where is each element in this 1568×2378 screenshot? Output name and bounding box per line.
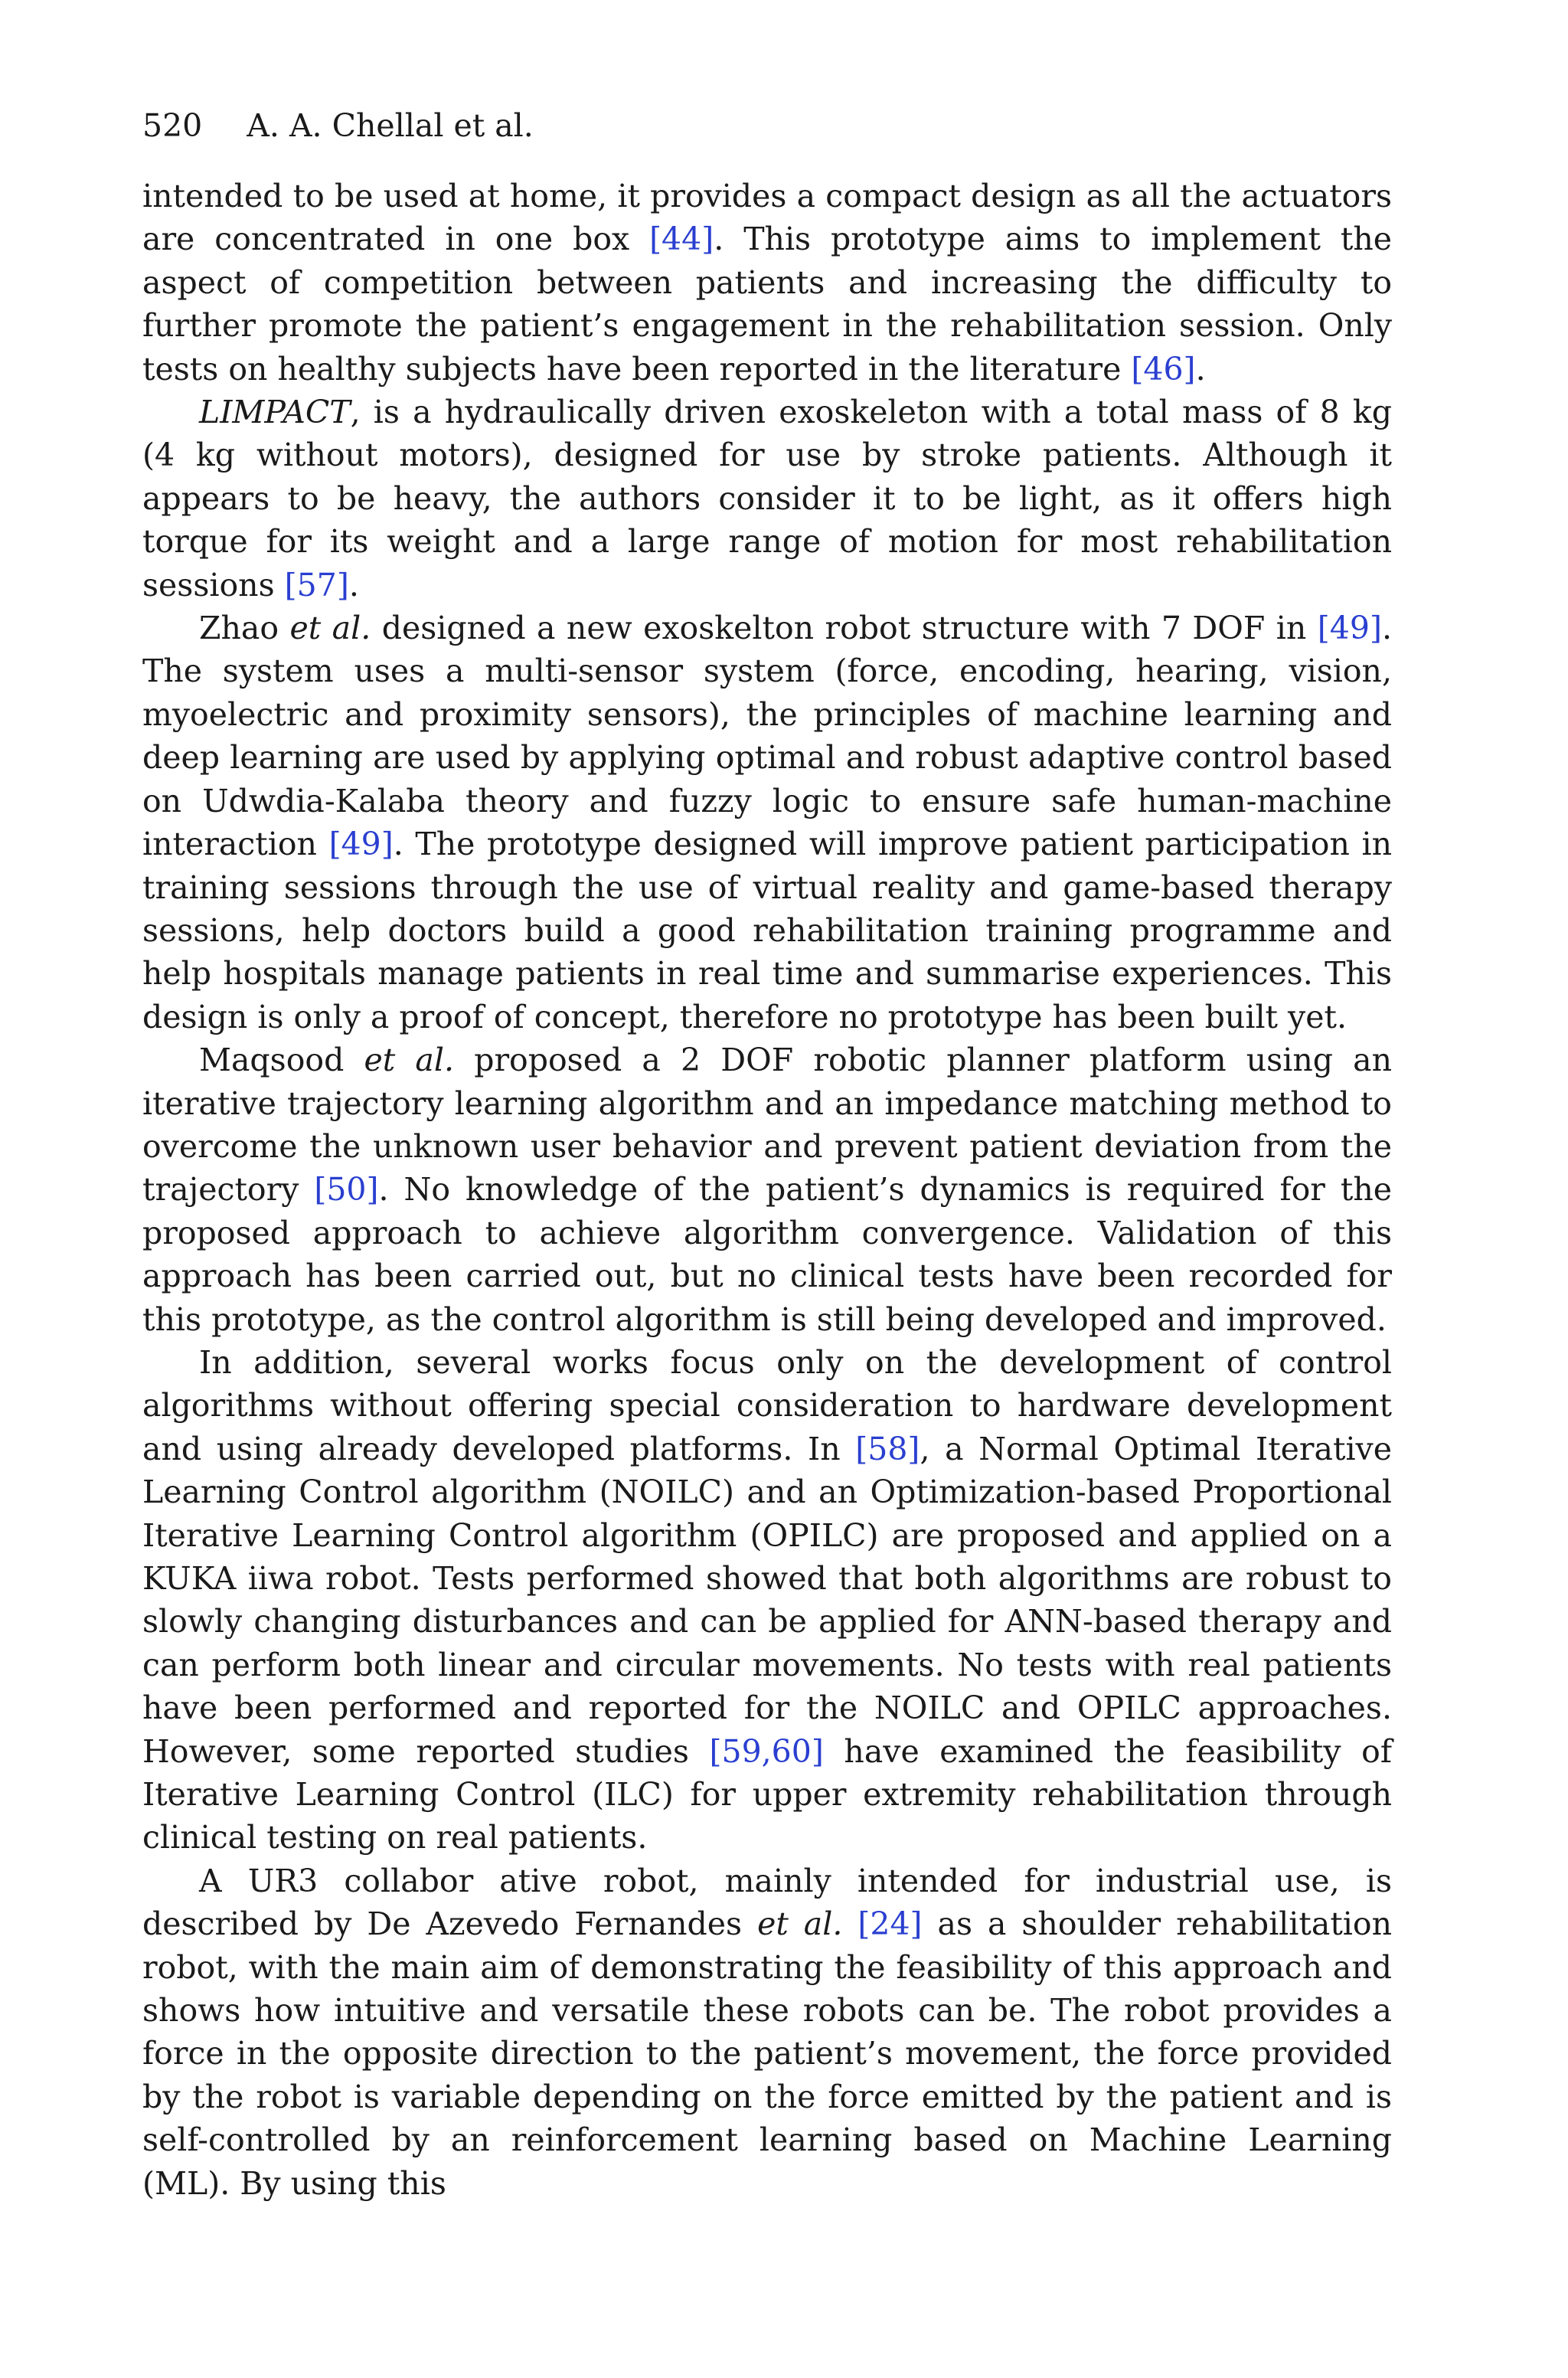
citation-link[interactable]: [57]: [284, 566, 349, 603]
citation-link[interactable]: [49]: [1317, 610, 1382, 647]
emphasis-text: et al.: [757, 1905, 843, 1943]
running-head: [142, 104, 1392, 147]
paragraph-1: [142, 175, 1392, 391]
emphasis-text: et al.: [289, 610, 371, 647]
page-number: 520: [142, 107, 203, 144]
text-run: .: [1195, 350, 1206, 388]
text-run: .: [348, 566, 359, 603]
citation-link[interactable]: [59,60]: [709, 1732, 824, 1770]
page: [142, 104, 1392, 2205]
text-run: Zhao: [199, 610, 290, 647]
text-run: , is a hydraulically driven exoskeleton with a total mass of 8 kg (4 kg without motors), designed for use by stroke patients. Although it appears to be heavy, the authors consider it to be light, as it offers high torque for its weight and a large range of motion for most rehabilitation sessions: [142, 394, 1392, 603]
citation-link[interactable]: [24]: [858, 1905, 923, 1943]
text-run: as a shoulder rehabilitation robot, with the main aim of demonstrating the feasibility of this approach and shows how intuitive and versatile these robots can be. The robot provides a force in the opposite direction to the patient’s movement, the force provided by the robot is variable depending on the force emitted by the patient and is self-controlled by an reinforcement learning based on Machine Learning (ML). By using this: [142, 1905, 1393, 2202]
citation-link[interactable]: [46]: [1131, 350, 1196, 388]
citation-link[interactable]: [44]: [649, 221, 714, 258]
text-run: A UR3 collabor ative robot, mainly intended for industrial use, is described by De Azevedo Fernandes: [142, 1862, 1392, 1943]
text-run: . No knowledge of the patient’s dynamics is required for the proposed approach to achieve algorithm convergence. Validation of this approach has been carried out, but no clinical tests have been recorded for this prototype, as the control algorithm is still being developed and improved.: [142, 1171, 1393, 1338]
text-run: . This prototype aims to implement the aspect of competition between patients and increasing the difficulty to further promote the patient’s engagement in the rehabilitation session. Only tests on healthy subjects have been reported in the literature: [142, 221, 1392, 388]
paragraph-5: [142, 1341, 1392, 1860]
text-run: . The prototype designed will improve patient participation in training sessions through the use of virtual reality and game-based therapy sessions, help doctors build a good rehabilitation training programme and help hospitals manage patients in real time and summarise experiences. This design is only a proof of concept, therefore no prototype has been built yet.: [142, 826, 1392, 1035]
text-run: , a Normal Optimal Iterative Learning Control algorithm (NOILC) and an Optimization-based Proportional Iterative Learning Control algorithm (OPILC) are proposed and applied on a KUKA iiwa robot. Tests performed showed that both algorithms are robust to slowly changing disturbances and can be applied for ANN-based therapy and can perform both linear and circular movements. No tests with real patients have been performed and reported for the NOILC and OPILC approaches. However, some reported studies: [142, 1430, 1392, 1770]
text-run: proposed a 2 DOF robotic planner platform using an iterative trajectory learning algorithm and an impedance matching method to overcome the unknown user behavior and prevent patient deviation from the trajectory: [142, 1042, 1393, 1209]
running-head-authors: A. A. Chellal et al.: [247, 107, 534, 144]
paragraph-2: [142, 391, 1392, 607]
text-run: designed a new exoskelton robot structure with 7 DOF in: [371, 610, 1318, 647]
emphasis-text: et al.: [364, 1042, 455, 1079]
paragraph-3: [142, 607, 1392, 1039]
citation-link[interactable]: [58]: [855, 1430, 920, 1467]
text-run: In addition, several works focus only on the development of control algorithms without offering special consideration to hardware development and using already developed platforms. In: [142, 1343, 1392, 1467]
text-run: have examined the feasibility of Iterative Learning Control (ILC) for upper extremity rehabilitation through clinical testing on real patients.: [142, 1732, 1392, 1856]
text-run: . The system uses a multi-sensor system (force, encoding, hearing, vision, myoelectric and proximity sensors), the principles of machine learning and deep learning are used by applying optimal and robust adaptive control based on Udwdia-Kalaba theory and fuzzy logic to ensure safe human-machine interaction: [142, 610, 1392, 863]
paragraph-4: [142, 1039, 1392, 1341]
text-run: Maqsood: [199, 1042, 364, 1079]
citation-link[interactable]: [50]: [314, 1171, 379, 1209]
text-run: [842, 1905, 858, 1942]
paragraph-6: [142, 1860, 1392, 2205]
body-text: [142, 175, 1392, 2205]
citation-link[interactable]: [49]: [328, 826, 394, 863]
text-run: intended to be used at home, it provides a compact design as all the actuators are concentrated in one box: [142, 178, 1392, 258]
emphasis-text: LIMPACT: [199, 394, 351, 431]
